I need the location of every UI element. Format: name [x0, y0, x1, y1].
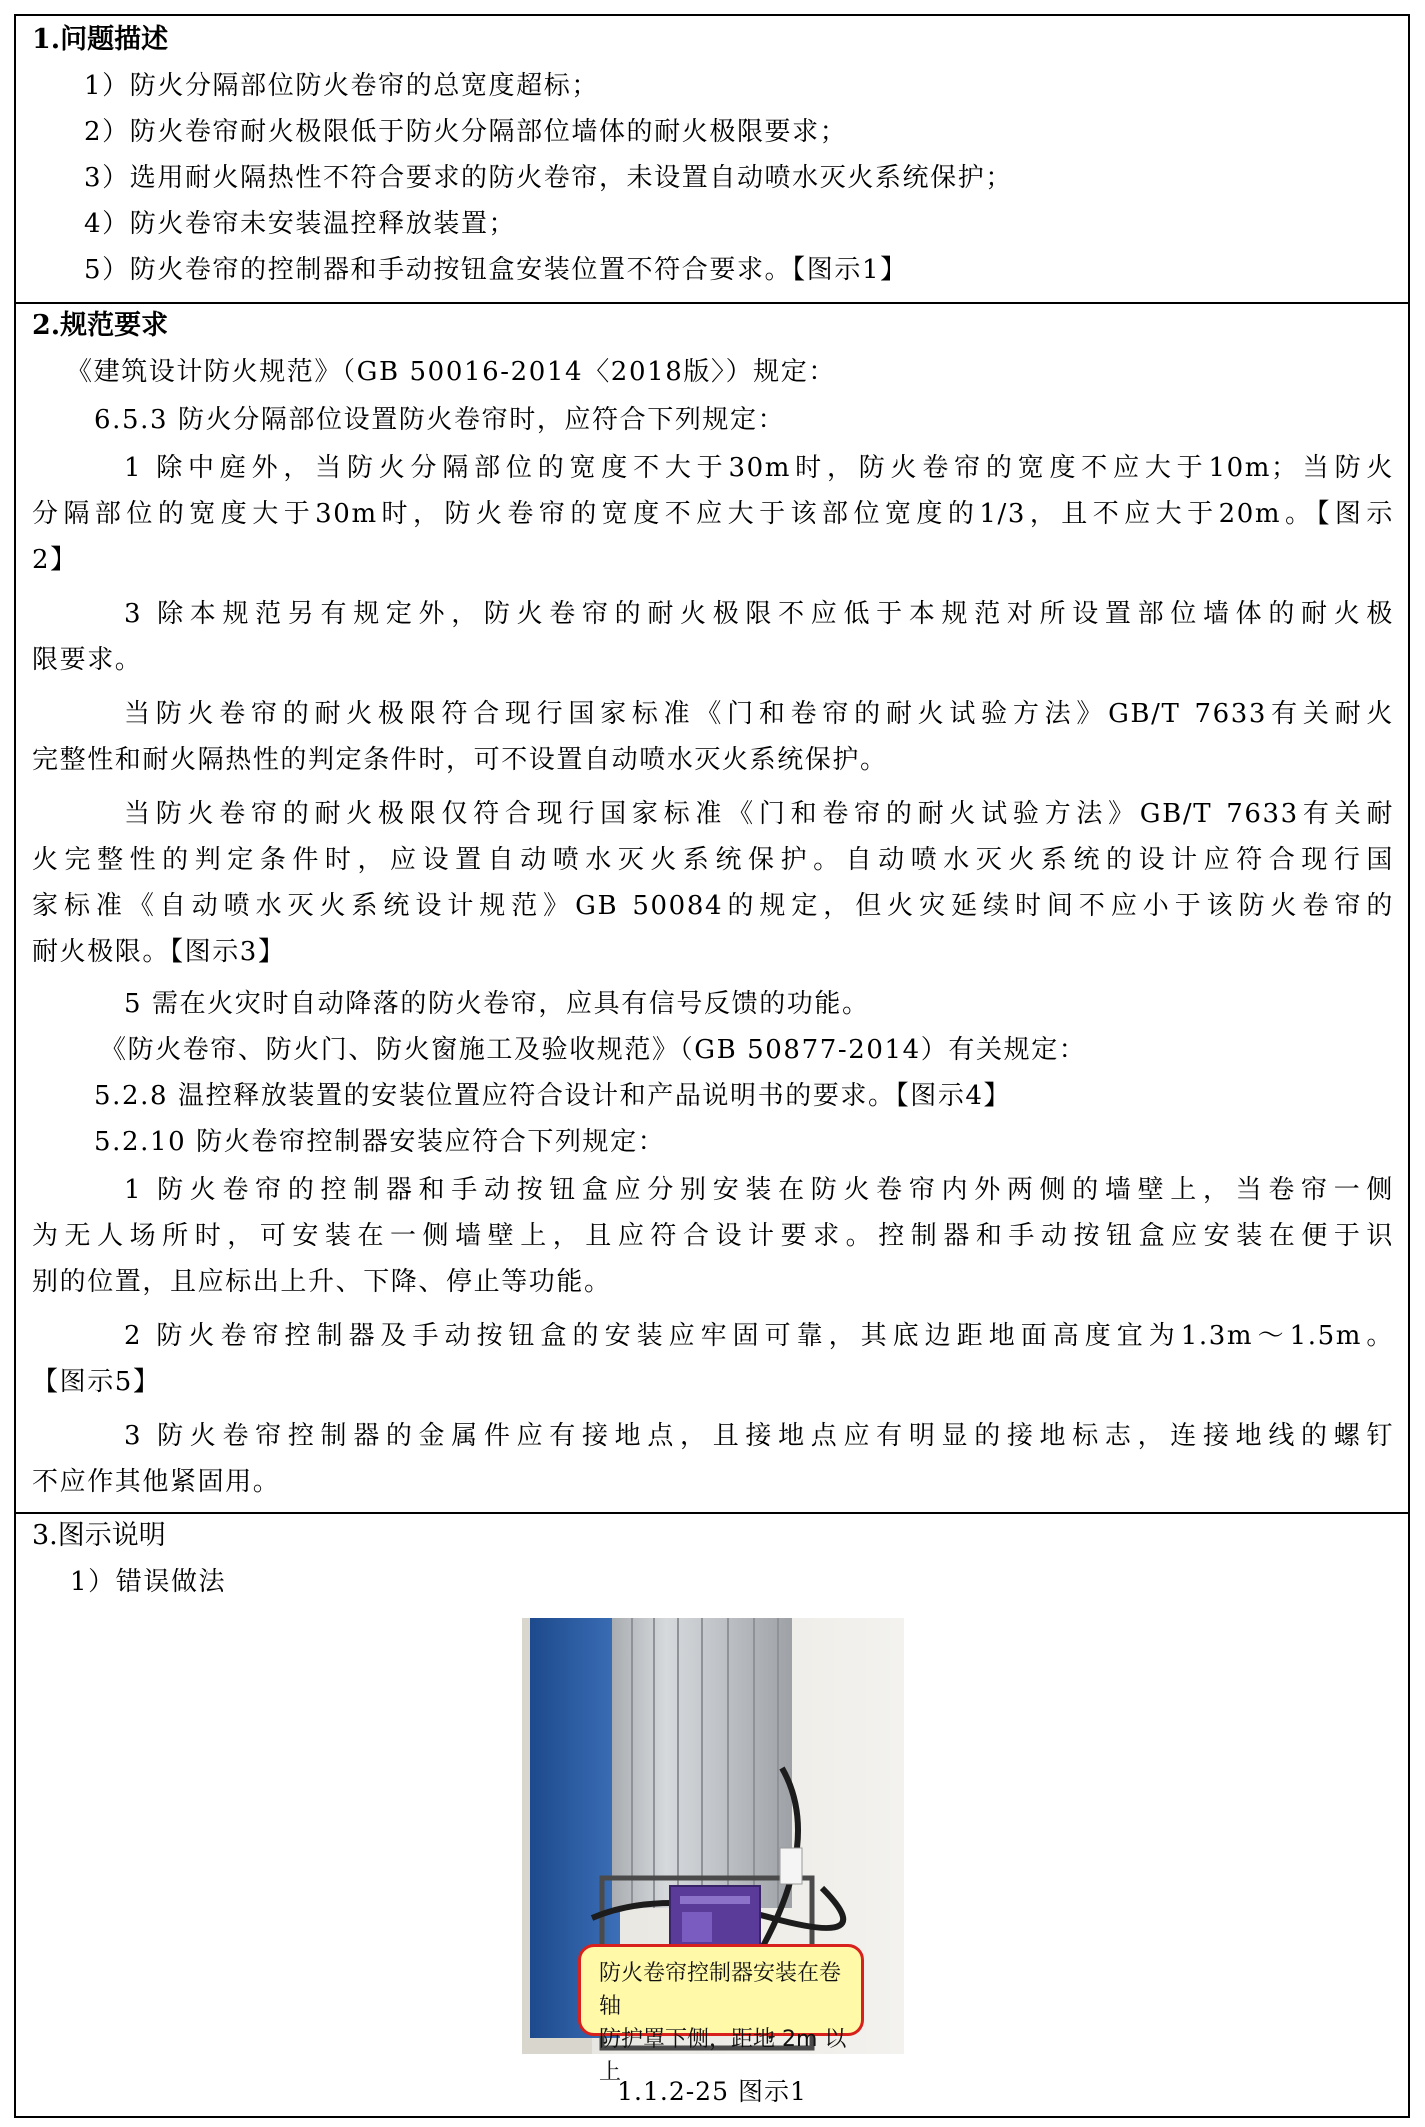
- problem-item: 3）选用耐火隔热性不符合要求的防火卷帘，未设置自动喷水灭火系统保护；: [84, 163, 1013, 193]
- spec-line: 不应作其他紧固用。: [32, 1467, 281, 1497]
- spec-line: 家标准《自动喷水灭火系统设计规范》GB 50084的规定，但火灾延续时间不应小于该防火卷帘的: [32, 891, 1394, 921]
- spec-line: 为无人场所时，可安装在一侧墙壁上，且应符合设计要求。控制器和手动按钮盒应安装在便于识: [32, 1221, 1394, 1251]
- spec-line: 5.2.8 温控释放装置的安装位置应符合设计和产品说明书的要求。【图示4】: [94, 1081, 1012, 1111]
- callout-line: 防护罩下侧，距地 2m 以上: [599, 2027, 847, 2085]
- spec-line: 3 防火卷帘控制器的金属件应有接地点，且接地点应有明显的接地标志，连接地线的螺钉: [124, 1421, 1394, 1451]
- spec-line: 分隔部位的宽度大于30m时，防火卷帘的宽度不应大于该部位宽度的1/3，且不应大于20m。【图示: [32, 499, 1394, 529]
- spec-line: 《建筑设计防火规范》（GB 50016-2014〈2018版〉）规定：: [66, 357, 836, 387]
- spec-line: 1 除中庭外，当防火分隔部位的宽度不大于30m时，防火卷帘的宽度不应大于10m；当防火: [124, 453, 1394, 483]
- spec-line: 当防火卷帘的耐火极限符合现行国家标准《门和卷帘的耐火试验方法》GB/T 7633有关耐火: [124, 699, 1394, 729]
- subheading: 1）错误做法: [70, 1567, 227, 1597]
- problem-item: 1）防火分隔部位防火卷帘的总宽度超标；: [84, 71, 599, 101]
- problem-item: 4）防火卷帘未安装温控释放装置；: [84, 209, 517, 239]
- content-table: [14, 14, 1410, 2118]
- spec-line: 火完整性的判定条件时，应设置自动喷水灭火系统保护。自动喷水灭火系统的设计应符合现行国: [32, 845, 1394, 875]
- specification-section: [16, 304, 1408, 1514]
- spec-line: 5 需在火灾时自动降落的防火卷帘，应具有信号反馈的功能。: [124, 989, 870, 1019]
- section-heading: 3.图示说明: [32, 1520, 166, 1551]
- spec-line: 限要求。: [32, 645, 143, 675]
- spec-line: 完整性和耐火隔热性的判定条件时，可不设置自动喷水灭火系统保护。: [32, 745, 888, 775]
- spec-line: 5.2.10 防火卷帘控制器安装应符合下列规定：: [94, 1127, 666, 1157]
- section-heading: 1.问题描述: [32, 24, 169, 55]
- figure-photo: [522, 1618, 904, 2085]
- spec-line: 3 除本规范另有规定外，防火卷帘的耐火极限不应低于本规范对所设置部位墙体的耐火极: [124, 599, 1394, 629]
- problem-item: 5）防火卷帘的控制器和手动按钮盒安装位置不符合要求。【图示1】: [84, 255, 908, 285]
- figure-caption: 1.1.2-25 图示1: [617, 2077, 807, 2106]
- problem-description-section: [16, 16, 1408, 304]
- spec-line: 《防火卷帘、防火门、防火窗施工及验收规范》（GB 50877-2014）有关规定：: [100, 1035, 1087, 1065]
- spec-line: 2 防火卷帘控制器及手动按钮盒的安装应牢固可靠，其底边距地面高度宜为1.3m～1.5m。: [124, 1321, 1394, 1351]
- spec-line: 6.5.3 防火分隔部位设置防火卷帘时，应符合下列规定：: [94, 405, 786, 435]
- illustration-section: [16, 1514, 1408, 2116]
- problem-item: 2）防火卷帘耐火极限低于防火分隔部位墙体的耐火极限要求；: [84, 117, 848, 147]
- section-heading: 2.规范要求: [32, 310, 169, 341]
- callout-line: 防火卷帘控制器安装在卷轴: [599, 1961, 842, 2019]
- spec-line: 1 防火卷帘的控制器和手动按钮盒应分别安装在防火卷帘内外两侧的墙壁上，当卷帘一侧: [124, 1175, 1394, 1205]
- figure-callout: [578, 1944, 864, 2085]
- spec-line: 耐火极限。【图示3】: [32, 937, 286, 967]
- spec-line: 2】: [32, 545, 78, 575]
- spec-line: 【图示5】: [32, 1367, 161, 1397]
- spec-line: 当防火卷帘的耐火极限仅符合现行国家标准《门和卷帘的耐火试验方法》GB/T 7633有关耐: [124, 799, 1394, 829]
- spec-line: 别的位置，且应标出上升、下降、停止等功能。: [32, 1267, 612, 1297]
